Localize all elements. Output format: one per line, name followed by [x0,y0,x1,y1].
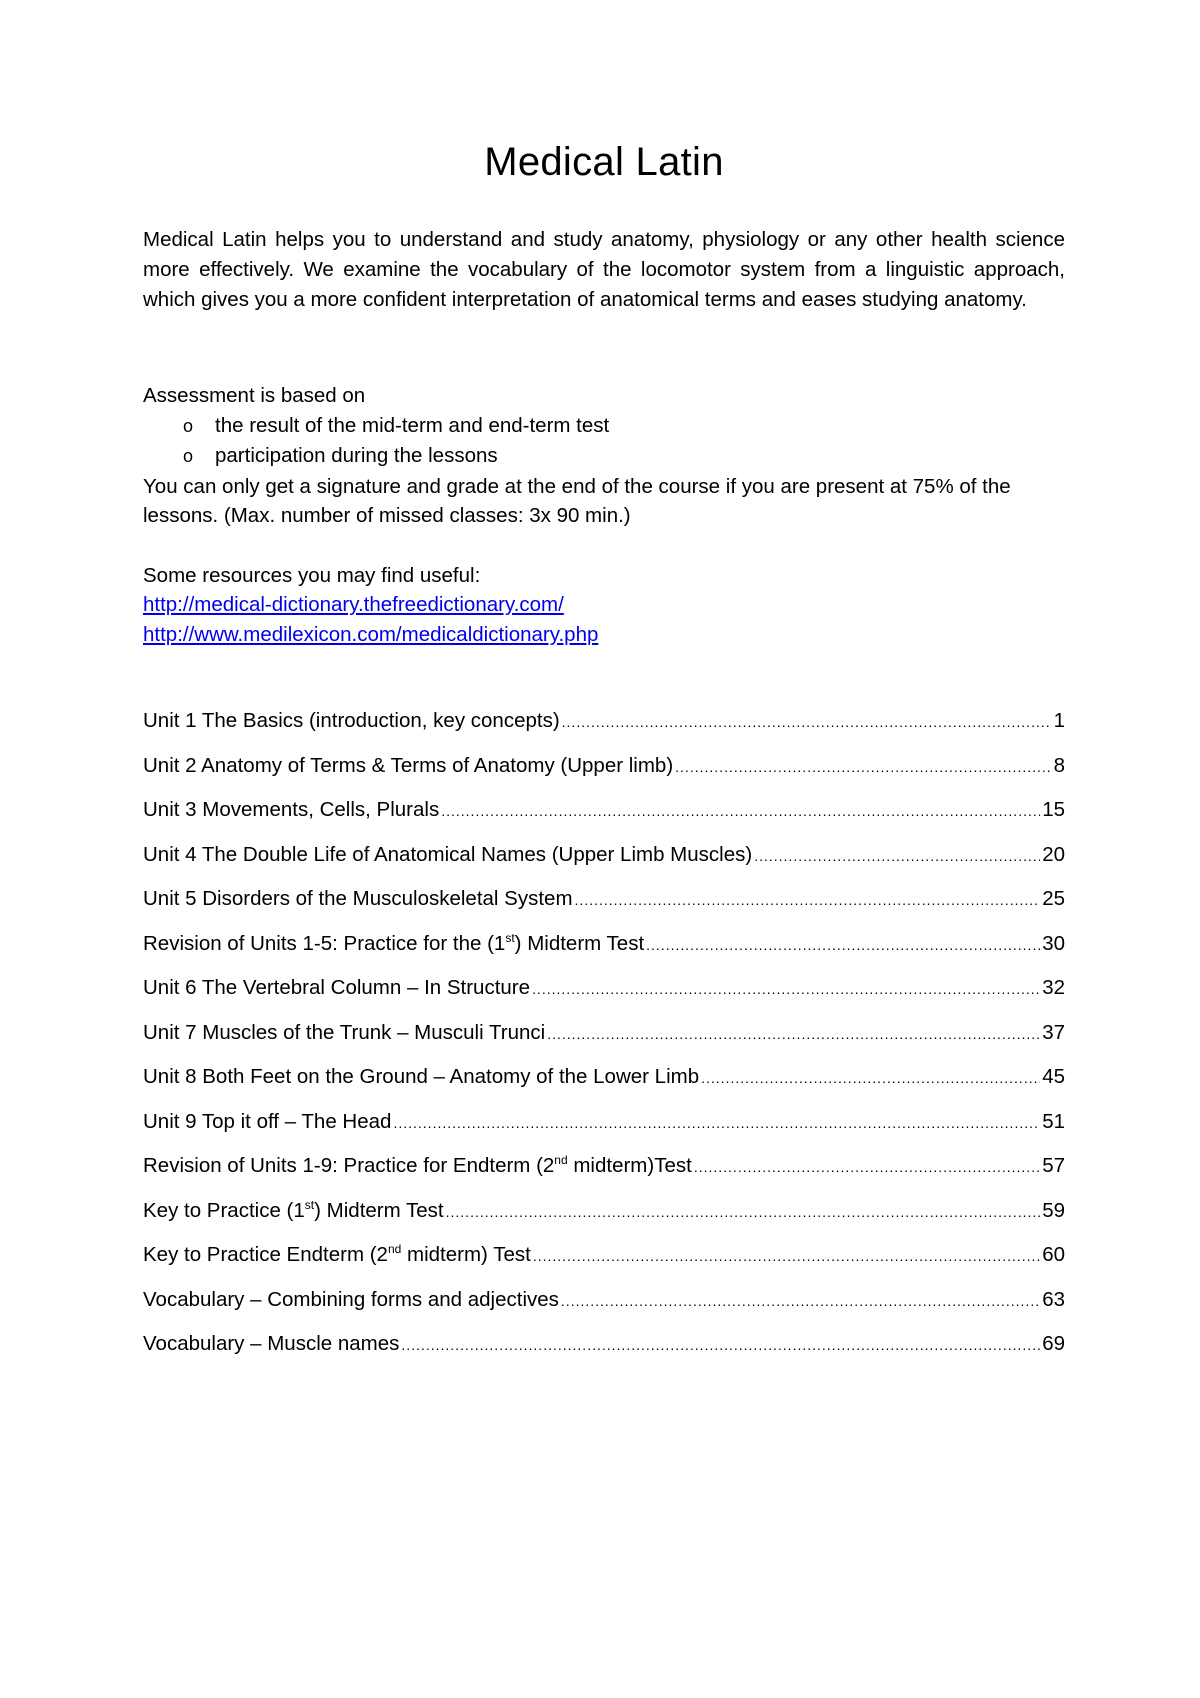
dot-leader [441,803,1040,819]
toc-entry-text: Revision of Units 1-9: Practice for Endterm (2 [143,1154,555,1177]
toc-entry-text: Unit 8 Both Feet on the Ground – Anatomy of the Lower Limb [143,1065,700,1088]
assessment-heading: Assessment is based on [143,384,366,407]
toc-entry-title [143,1021,545,1045]
toc-entry-title [143,887,573,911]
toc-entry[interactable] [143,709,1065,754]
toc-entry[interactable] [143,1288,1065,1333]
toc-entry-text: Unit 1 The Basics (introduction, key concepts) [143,709,560,732]
toc-entry-text: Vocabulary – Muscle names [143,1332,400,1355]
dot-leader [701,1070,1040,1086]
toc-entry-text: Unit 5 Disorders of the Musculoskeletal System [143,887,573,910]
toc-entry-superscript: nd [387,1242,402,1257]
toc-entry-title [143,754,673,778]
dot-leader [532,981,1040,997]
dot-leader [646,937,1040,953]
toc-entry-title [143,1199,444,1223]
toc-entry[interactable] [143,976,1065,1021]
resource-link[interactable]: http://www.medilexicon.com/medicaldictionary.php [143,622,599,646]
toc-page-number: 63 [1042,1287,1065,1311]
toc-entry[interactable] [143,754,1065,799]
toc-entry[interactable] [143,1332,1065,1377]
bullet-icon: o [183,446,194,466]
resource-link[interactable]: http://medical-dictionary.thefreedictionary.com/ [143,593,564,616]
toc-entry-text: ) Midterm Test [314,1198,444,1222]
dot-leader [562,714,1052,730]
toc-entry-text: Key to Practice Endterm (2 [143,1243,388,1266]
toc-entry[interactable] [143,1021,1065,1066]
toc-entry-text: midterm)Test [567,1154,692,1177]
dot-leader [401,1337,1040,1353]
dot-leader [575,892,1041,908]
toc-entry[interactable] [143,1199,1065,1244]
toc-entry[interactable] [143,887,1065,932]
toc-entry[interactable] [143,1154,1065,1199]
toc-page-number: 20 [1042,842,1065,866]
toc-entry-text: Unit 2 Anatomy of Terms & Terms of Anatomy (Upper limb) [143,753,674,777]
dot-leader [754,848,1040,864]
dot-leader [547,1026,1040,1042]
toc-page-number: 59 [1042,1198,1065,1222]
toc-entry[interactable] [143,1065,1065,1110]
toc-entry-text: Unit 7 Muscles of the Trunk – Musculi Trunci [143,1020,546,1044]
toc-entry-title [143,932,644,956]
toc-entry-text: Vocabulary – Combining forms and adjectives [143,1287,559,1311]
toc-page-number: 69 [1042,1332,1065,1355]
attendance-note: You can only get a signature and grade at the end of the course if you are present at 75% of the lessons. (Max. number of missed classes: 3x 90 min.) [143,474,1011,527]
toc-entry-title [143,843,752,867]
toc-page-number: 25 [1042,887,1065,910]
toc-entry[interactable] [143,932,1065,977]
toc-page-number: 45 [1042,1065,1065,1088]
table-of-contents [143,709,1065,1377]
toc-page-number: 32 [1042,976,1065,999]
toc-page-number: 8 [1053,753,1065,777]
dot-leader [675,759,1051,775]
toc-entry-title [143,976,530,1000]
document-page [143,140,1065,1393]
dot-leader [393,1115,1040,1131]
toc-entry-title [143,1332,399,1356]
bullet-icon: o [183,415,194,436]
assessment-list [143,411,1065,472]
toc-entry-text: Unit 9 Top it off – The Head [143,1109,392,1133]
dot-leader [446,1204,1041,1220]
resources-heading: Some resources you may find useful: [143,563,481,587]
toc-entry[interactable] [143,798,1065,843]
toc-entry-title [143,798,439,822]
toc-entry-text: Unit 4 The Double Life of Anatomical Names (Upper Limb Muscles) [143,842,753,866]
toc-entry-text: Unit 6 The Vertebral Column – In Structure [143,976,531,999]
toc-page-number: 1 [1053,709,1065,732]
toc-page-number: 57 [1042,1154,1065,1177]
toc-entry-text: ) Midterm Test [514,931,645,955]
toc-entry-title [143,1288,559,1312]
toc-entry-text: Revision of Units 1-5: Practice for the (1 [143,931,506,955]
toc-entry-text: midterm) Test [401,1243,531,1266]
toc-entry-title [143,1065,699,1089]
toc-entry-title [143,1243,531,1267]
toc-page-number: 60 [1042,1243,1065,1266]
toc-entry-superscript: st [304,1197,315,1212]
toc-entry-superscript: st [505,930,515,945]
toc-page-number: 37 [1042,1020,1065,1044]
toc-page-number: 51 [1042,1109,1065,1133]
assessment-section [143,381,1065,531]
toc-entry-title [143,1110,391,1134]
toc-entry-text: Key to Practice (1 [143,1198,305,1222]
toc-entry[interactable] [143,1110,1065,1155]
dot-leader [561,1293,1040,1309]
toc-page-number: 30 [1042,931,1065,955]
dot-leader [533,1248,1040,1264]
resources-section [143,561,1065,650]
page-title: Medical Latin [484,140,724,184]
list-item [183,411,1065,442]
dot-leader [694,1159,1040,1175]
toc-entry[interactable] [143,1243,1065,1288]
intro-paragraph: Medical Latin helps you to understand and study anatomy, physiology or any other health science more effectively. We examine the vocabulary of the locomotor system from a linguistic approach, which gives you a more confident interpretation of anatomical terms and eases studying anatomy. [143,228,1065,311]
toc-entry-title [143,709,560,733]
list-item-text: the result of the mid-term and end-term test [215,413,610,437]
list-item-text: participation during the lessons [215,444,498,467]
toc-entry[interactable] [143,843,1065,888]
list-item [183,441,1065,472]
toc-entry-text: Unit 3 Movements, Cells, Plurals [143,798,440,821]
toc-entry-superscript: nd [554,1153,568,1168]
toc-page-number: 15 [1042,798,1065,821]
toc-entry-title [143,1154,692,1178]
